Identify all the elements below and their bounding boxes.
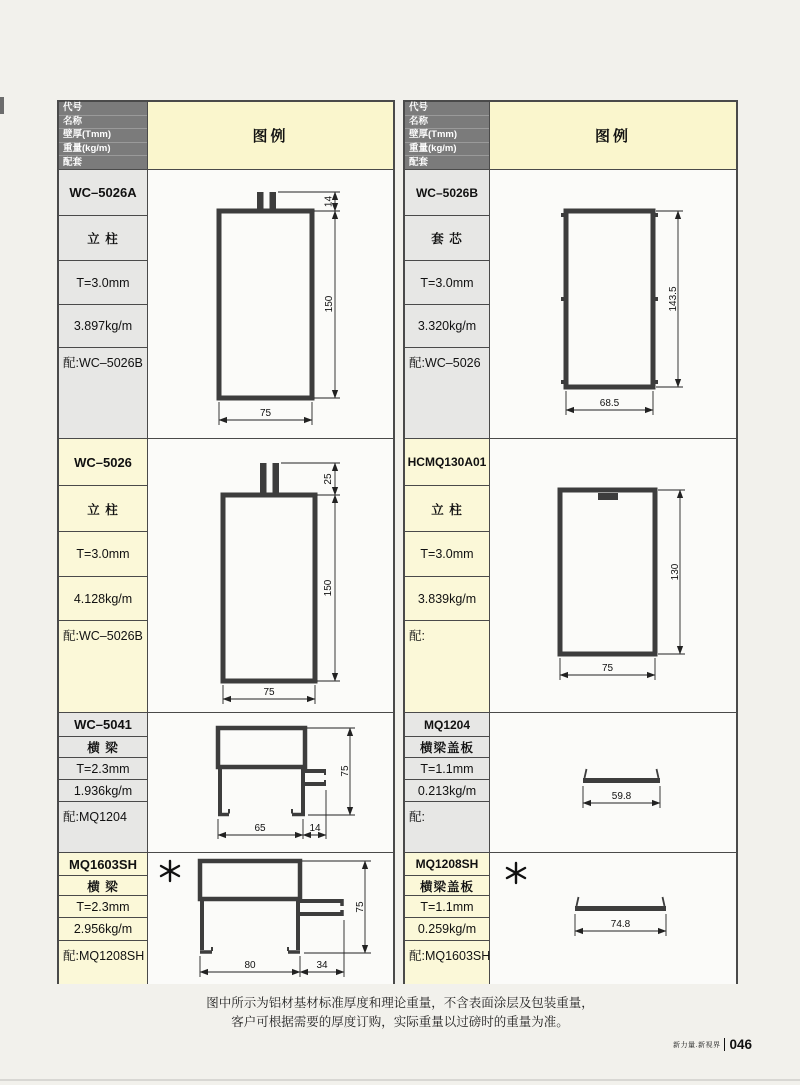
label-column [405,170,490,438]
wall-thickness: T=3.0mm [405,532,489,577]
matching-code: 配: [405,802,489,852]
profile-shape [219,192,312,398]
scan-artifact [0,97,4,114]
unit-weight: 0.213kg/m [405,780,489,802]
profile-name: 横 梁 [59,737,147,758]
footnote [0,994,800,1032]
profile-code: WC–5026 [59,439,147,486]
label-column [405,713,490,852]
label-column [59,439,148,712]
matching-code: 配:MQ1204 [59,802,147,852]
wall-thickness: T=2.3mm [59,896,147,918]
dimension-label: 68.5 [599,398,620,409]
dimension-label: 25 [323,473,334,485]
header-match: 配套 [63,156,83,168]
table-row [405,438,736,712]
profile-diagram-wc5026 [148,439,393,712]
header-label-column [59,102,148,169]
cross-section-drawing [149,853,392,984]
dimension-label: 150 [324,295,335,313]
label-column [59,853,148,984]
matching-code: 配:WC–5026B [59,348,147,438]
profile-table-left [57,100,395,984]
dimensions [566,211,683,415]
matching-code: 配:MQ1603SH [405,941,489,984]
profile-name: 立 柱 [59,216,147,261]
label-column [405,439,490,712]
table-header [59,102,393,169]
header-weight: 重量(kg/m) [405,143,489,157]
unit-weight: 2.956kg/m [59,918,147,941]
label-column [59,713,148,852]
dimension-label: 80 [244,960,256,971]
table-row [59,169,393,438]
matching-code: 配:WC–5026B [59,621,147,712]
profile-diagram-mq1603sh [148,853,393,984]
table-row [405,712,736,852]
profile-diagram-mq1204 [490,713,736,852]
profile-name: 立 柱 [59,486,147,532]
wall-thickness: T=3.0mm [59,261,147,305]
dimension-label: 75 [263,687,275,698]
header-weight: 重量(kg/m) [59,143,147,157]
header-match: 配套 [409,156,429,168]
table-row [405,852,736,984]
dimension-label: 150 [323,579,334,597]
cross-section-drawing [149,441,392,710]
profile-shape [560,490,655,654]
profile-shape [561,211,658,387]
dimension-label: 59.8 [611,791,632,802]
cross-section-drawing [149,715,392,850]
dimensions [223,463,340,704]
unit-weight: 3.320kg/m [405,305,489,348]
profile-name: 横梁盖板 [405,737,489,758]
profile-table-right [403,100,738,984]
wall-thickness: T=1.1mm [405,896,489,918]
profile-name: 立 柱 [405,486,489,532]
page-number: 046 [724,1038,752,1051]
profile-code: WC–5041 [59,713,147,737]
legend-header: 图例 [490,102,736,169]
page-footer [673,1038,752,1051]
cross-section-drawing [491,441,735,710]
profile-name: 横 梁 [59,876,147,896]
dimensions [200,861,371,977]
wall-thickness: T=2.3mm [59,758,147,780]
label-column [405,853,490,984]
cross-section-drawing [491,715,735,850]
footnote-line-1: 图中所示为铝材基材标准厚度和理论重量，不含表面涂层及包装重量， [206,996,594,1010]
header-label-column [405,102,490,169]
footer-brand: 新力量.新视界 [673,1041,721,1049]
unit-weight: 0.259kg/m [405,918,489,941]
profile-code: MQ1204 [405,713,489,737]
header-name: 名称 [405,116,489,130]
matching-code: 配:MQ1208SH [59,941,147,984]
profile-diagram-mq1208sh [490,853,736,984]
dimensions [218,728,355,839]
profile-diagram-wc5026b [490,170,736,438]
header-thickness: 壁厚(Tmm) [59,129,147,143]
table-header [405,102,736,169]
header-name: 名称 [59,116,147,130]
cross-section-drawing [491,172,735,436]
profile-shape [583,769,660,783]
profile-code: WC–5026B [405,170,489,216]
asterisk-mark [507,863,525,883]
matching-code: 配: [405,621,489,712]
dimensions [583,786,660,808]
profile-name: 套 芯 [405,216,489,261]
dimension-label: 75 [340,765,351,777]
unit-weight: 3.897kg/m [59,305,147,348]
profile-code: MQ1208SH [405,853,489,876]
wall-thickness: T=3.0mm [59,532,147,577]
dimension-label: 65 [254,823,266,834]
profile-diagram-hcmq130a01 [490,439,736,712]
dimension-label: 130 [670,563,681,581]
dimensions [575,914,666,936]
profile-code: MQ1603SH [59,853,147,876]
profile-name: 横梁盖板 [405,876,489,896]
cross-section-drawing [149,172,392,436]
profile-shape [218,728,326,815]
matching-code: 配:WC–5026 [405,348,489,438]
unit-weight: 3.839kg/m [405,577,489,621]
cross-section-drawing [491,853,735,984]
unit-weight: 4.128kg/m [59,577,147,621]
header-code: 代号 [59,102,147,116]
dimension-label: 14 [323,195,335,208]
unit-weight: 1.936kg/m [59,780,147,802]
header-code: 代号 [405,102,489,116]
dimensions [219,192,340,425]
dimension-label: 74.8 [610,919,631,930]
dimension-label: 143.5 [668,286,679,312]
table-row [59,712,393,852]
dimension-label: 75 [355,901,366,913]
legend-header: 图例 [148,102,393,169]
footnote-line-2: 客户可根据需要的厚度订购，实际重量以过磅时的重量为准。 [231,1014,569,1029]
dimension-label: 14 [309,823,321,834]
table-row [59,852,393,984]
profile-shape [200,861,342,952]
header-thickness: 壁厚(Tmm) [405,129,489,143]
profile-diagram-wc5026a [148,170,393,438]
profile-code: HCMQ130A01 [405,439,489,486]
profile-code: WC–5026A [59,170,147,216]
dimension-label: 75 [601,663,614,674]
bottom-divider [0,1079,800,1081]
profile-shape [575,897,666,911]
profile-diagram-wc5041 [148,713,393,852]
wall-thickness: T=1.1mm [405,758,489,780]
label-column [59,170,148,438]
table-row [59,438,393,712]
dimension-label: 75 [259,408,272,419]
profile-shape [223,463,315,681]
dimension-label: 34 [316,960,328,971]
wall-thickness: T=3.0mm [405,261,489,305]
asterisk-mark [161,861,179,881]
table-row [405,169,736,438]
